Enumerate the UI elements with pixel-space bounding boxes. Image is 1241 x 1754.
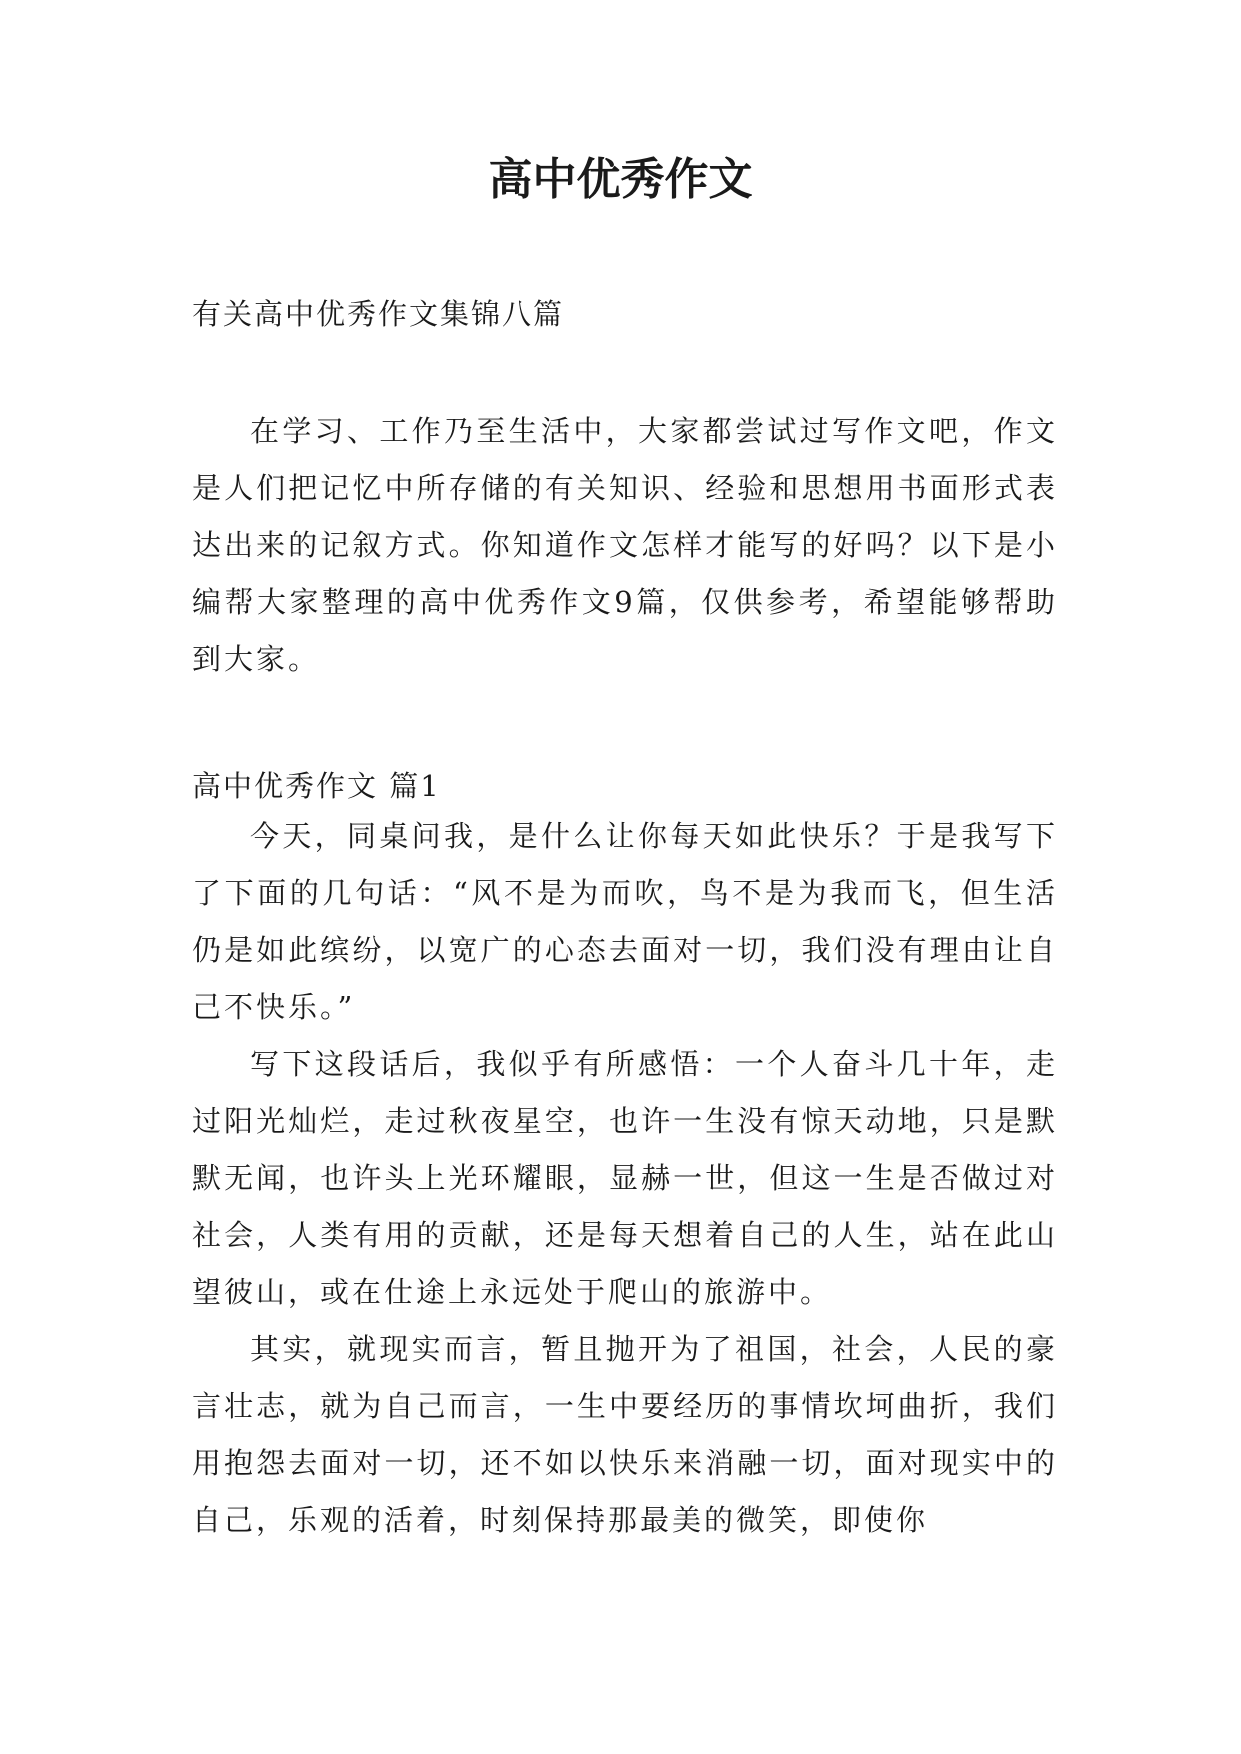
section-heading: 高中优秀作文 篇1: [192, 769, 441, 803]
essay-paragraph-1: 今天，同桌问我，是什么让你每天如此快乐？于是我写下了下面的几句话：“风不是为而吹，鸟不是为我而飞，但生活仍是如此缤纷，以宽广的心态去面对一切，我们没有理由让自己不快乐。”: [192, 819, 1058, 1024]
page-title: 高中优秀作文: [488, 154, 753, 205]
essay-body: [192, 808, 1058, 1549]
intro-block: [192, 403, 1058, 688]
document-subtitle: 有关高中优秀作文集锦八篇: [192, 297, 565, 331]
intro-paragraph: 在学习、工作乃至生活中，大家都尝试过写作文吧，作文是人们把记忆中所存储的有关知识、经验和思想用书面形式表达出来的记叙方式。你知道作文怎样才能写的好吗？以下是小编帮大家整理的高中优秀作文9篇，仅供参考，希望能够帮助到大家。: [192, 414, 1058, 676]
essay-paragraph-2: 写下这段话后，我似乎有所感悟：一个人奋斗几十年，走过阳光灿烂，走过秋夜星空，也许一生没有惊天动地，只是默默无闻，也许头上光环耀眼，显赫一世，但这一生是否做过对社会，人类有用的贡献，还是每天想着自己的人生，站在此山望彼山，或在仕途上永远处于爬山的旅游中。: [192, 1047, 1058, 1309]
essay-paragraph-3: 其实，就现实而言，暂且抛开为了祖国，社会，人民的豪言壮志，就为自己而言，一生中要经历的事情坎坷曲折，我们用抱怨去面对一切，还不如以快乐来消融一切，面对现实中的自己，乐观的活着，时刻保持那最美的微笑，即使你: [192, 1332, 1058, 1537]
